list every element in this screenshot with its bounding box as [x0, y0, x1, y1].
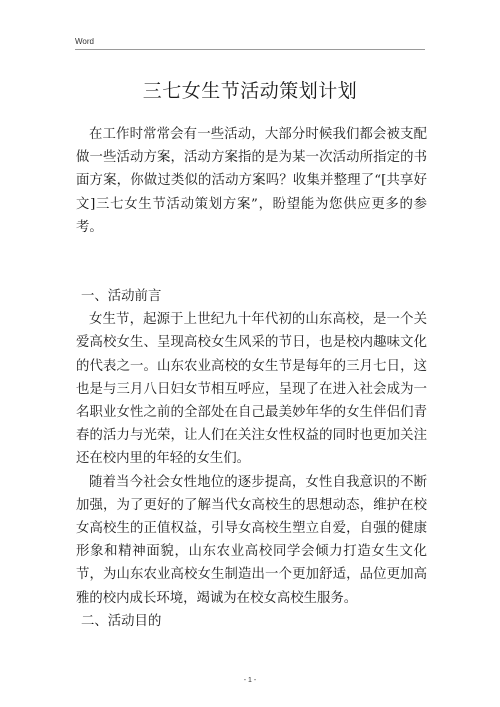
preface-paragraph-2: 随着当今社会女性地位的逐步提高，女性自我意识的不断加强，为了更好的了解当代女高校生的思想动态，维护在校女高校生的正值权益，引导女高校生塑立自爱，自强的健康形象和精神面貌，山东农业高校同学会倾力打造女生文化节，为山东农业高校女生制造出一个更加舒适，品位更加高雅的校内成长环境，竭诚为在校女高校生服务。: [76, 474, 427, 606]
preface-paragraph-1: 女生节，起源于上世纪九十年代初的山东高校，是一个关爱高校女生、呈现高校女生风采的节日，也是校内趣味文化的代表之一。山东农业高校的女生节是每年的三月七日，这也是与三月八日妇女节相互呼应，呈现了在进入社会成为一名职业女性之前的全部处在自己最美妙年华的女生伴侣们青春的活力与光荣，让人们在关注女性权益的同时也更加关注还在校内里的年轻的女生们。: [76, 312, 427, 467]
document-body: [76, 123, 427, 633]
header-divider: [75, 49, 425, 50]
page-number: - 1 -: [243, 677, 257, 684]
section-heading-preface: 一、活动前言: [81, 289, 162, 305]
document-title: 三七女生节活动策划计划: [142, 80, 358, 102]
header-label: Word: [75, 37, 94, 46]
intro-paragraph: 在工作时常常会有一些活动，大部分时候我们都会被支配做一些活动方案，活动方案指的是为某一次活动所指定的书面方案，你做过类似的活动方案吗？收集并整理了“[共享好文]三七女生节活动策划方案”，盼望能为您供应更多的参考。: [76, 127, 427, 235]
paragraph-gap: [76, 239, 427, 285]
section-heading-purpose: 二、活动目的: [81, 613, 162, 629]
